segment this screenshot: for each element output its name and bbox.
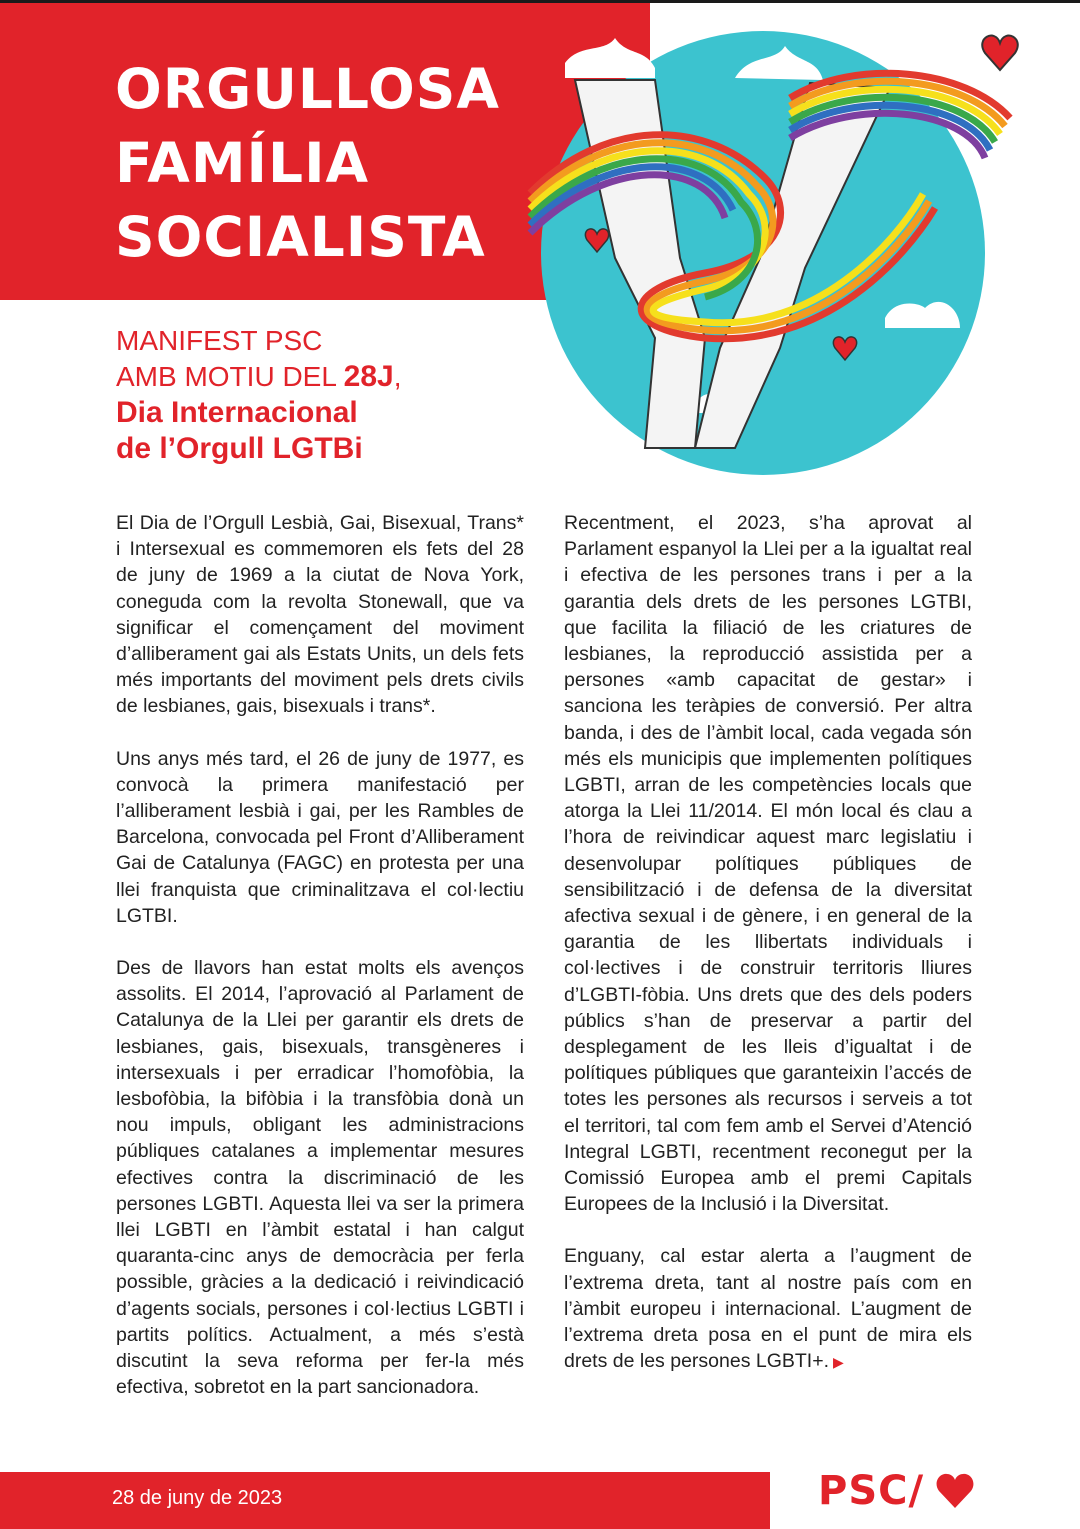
title-line-3: SOCIALISTA [115,205,486,269]
paragraph-far-right [564,1243,972,1375]
paragraph-stonewall: El Dia de l’Orgull Lesbià, Gai, Bisexual, Trans* i Intersexual es commemoren els fets del 28 de juny de 1969 a la ciutat de Nova York, coneguda com la revolta Stonewall, que va significar el començament del moviment d’alliberament gai als Estats Units, un dels fets més importants del moviment pels drets civils de lesbianes, gais, bisexuals i trans*. [116,512,524,718]
subtitle-line-1: MANIFEST PSC [116,325,323,356]
paragraph-law-2014: Des de llavors han estat molts els avenços assolits. El 2014, l’aprovació al Parlament de Catalunya de la Llei per garantir els drets de lesbianes, gais, bisexuals, transgèneres i intersexuals i per erradicar l’homofòbia, la lesbofòbia, la bifòbia i la transfòbia donà un nou impuls, obligant les administracions públiques catalanes a implementar mesures efectives contra la discriminació de les persones LGBTI. Aquesta llei va ser la primera llei LGBTI en l’àmbit estatal i han calgut quaranta-cinc anys de democràcia per ferla possible, gràcies a la dedicació i reivindicació d’agents socials, persones i col·lectius LGBTI i partits polítics. Actualment, a més s’està discutint la seva reforma per fer-la més efectiva, sobretot en la part sancionadora. [116,957,524,1399]
heart-top-right-icon [982,36,1018,70]
title-line-2: FAMÍLIA [115,131,370,195]
subtitle-date-highlight: 28J [343,360,394,393]
subtitle-line-2-prefix: AMB MOTIU DEL [116,361,344,392]
subtitle-line-3: Dia Internacional [116,396,358,429]
pride-hands-illustration [505,8,1080,478]
psc-logo: PSC/ [818,1468,925,1514]
body-left-column [116,510,524,1427]
body-right-column [564,510,972,1402]
title-line-1: ORGULLOSA [115,57,500,121]
page-title [115,52,500,274]
subtitle-line-2-suffix: , [393,361,402,392]
cloud-top-left-icon [565,38,655,78]
paragraph-far-right-text: Enguany, cal estar alerta a l’augment de l’extrema dreta, tant al nostre país com en l’àmbit europeu i internacional. L’augment de l’extrema dreta posa en el punt de mira els drets de les persones LGBTI+. [564,1245,972,1373]
subtitle [116,323,402,467]
paragraph-law-2023: Recentment, el 2023, s’ha aprovat al Parlament espanyol la Llei per a la igualtat real i efectiva de les persones trans i per a la garantia dels drets de les persones LGTBI, que facilita la filiació de les criatures de lesbianes, la reproducció assistida per a persones «amb capacitat de gestar» i sanciona les teràpies de conversió. Per altra banda, i des de l’àmbit local, cada vegada són més els municipis que implementen polítiques LGBTI, arran de les competències locals que atorga la Llei 11/2014. El món local és clau a l’hora de reivindicar aquest marc legislatiu i desenvolupar polítiques públiques de sensibilització i de defensa de la diversitat afectiva sexual i de gènere, i en general de la garantia de les llibertats individuals i col·lectives i de construir territoris lliures d’LGBTI-fòbia. Uns drets que des dels poders públics s’han de preservar a partir del desplegament de les lleis d’igualtat i de polítiques públiques que garanteixin l’accés de totes les persones als recursos i serveis a tot el territori, tal com fem amb el Servei d’Atenció Integral LGBTI, recentment reconegut per la Comissió Europea amb el premi Capitals Europees de la Inclusió i la Diversitat. [564,512,972,1216]
continue-arrow-icon: ▶ [833,1354,844,1371]
paragraph-barcelona-1977: Uns anys més tard, el 26 de juny de 1977, es convocà la primera manifestació per l’alliberament lesbià i gai, per les Rambles de Barcelona, convocada pel Front d’Alliberament Gai de Catalunya (FAGC) en protesta per una llei franquista que criminalitzava el col·lectiu LGTBI. [116,747,524,927]
subtitle-line-2 [116,359,402,395]
footer-date: 28 de juny de 2023 [112,1487,283,1509]
subtitle-line-4: de l’Orgull LGTBi [116,432,363,465]
logo-heart-icon [935,1472,975,1510]
